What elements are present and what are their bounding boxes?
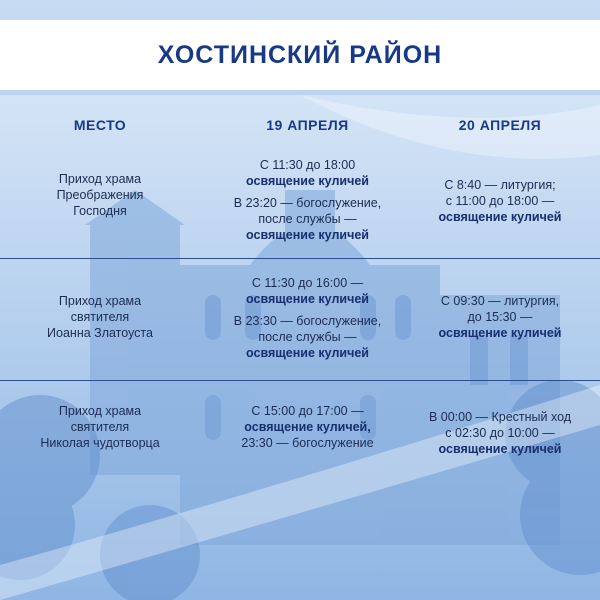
april-20-cell: С 09:30 — литургия, до 15:30 — освящение куличей — [438, 294, 562, 340]
april-19-cell: С 11:30 до 16:00 — освящение куличей В 23:30 — богослужение, после службы — освящение куличей — [233, 276, 382, 360]
april-20-cell: С 8:40 — литургия; с 11:00 до 18:00 — освящение куличей — [438, 178, 562, 224]
place-cell: Приход храма святителя Николая чудотворца — [40, 404, 160, 450]
title-banner — [0, 20, 600, 90]
row-divider — [0, 258, 600, 259]
column-header-place: МЕСТО — [73, 117, 127, 133]
table-row — [0, 275, 600, 395]
column-header-april-19: 19 АПРЕЛЯ — [266, 117, 349, 133]
april-20-cell: В 00:00 — Крестный ход с 02:30 до 10:00 — освящение куличей — [428, 410, 572, 456]
page-title: ХОСТИНСКИЙ РАЙОН — [157, 40, 443, 69]
april-19-cell: С 11:30 до 18:00 освящение куличей В 23:20 — богослужение, после службы — освящение куличей — [233, 158, 382, 242]
table-row — [0, 403, 600, 493]
april-19-cell: С 15:00 до 17:00 — освящение куличей, 23:30 — богослужение — [241, 404, 374, 450]
row-divider — [0, 380, 600, 381]
column-header-april-20: 20 АПРЕЛЯ — [458, 117, 542, 133]
schedule-table — [0, 95, 600, 600]
place-cell: Приход храма святителя Иоанна Златоуста — [47, 294, 153, 340]
place-cell: Приход храма Преображения Господня — [56, 172, 144, 218]
